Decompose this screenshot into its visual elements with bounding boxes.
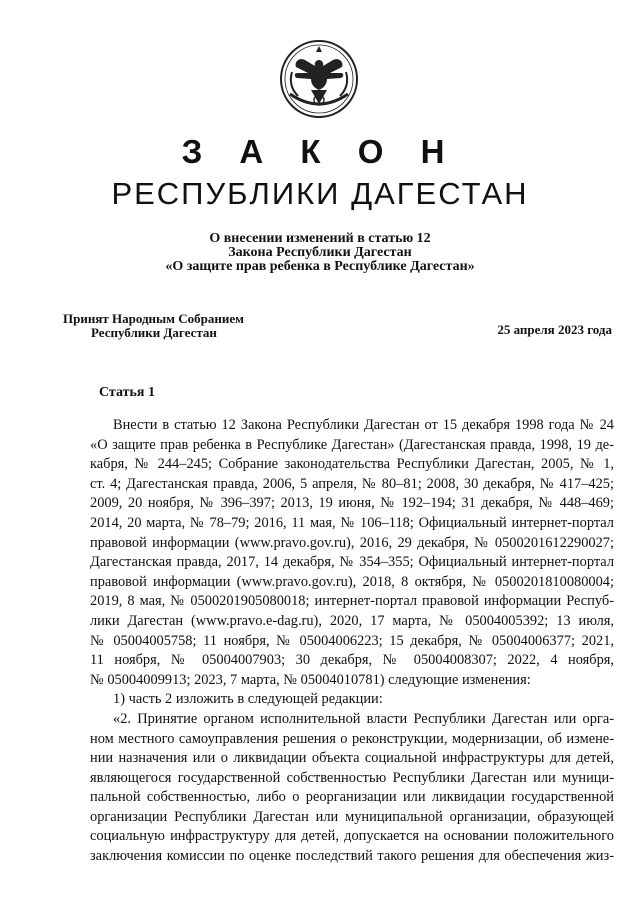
dagestan-coat-of-arms-icon <box>278 38 360 120</box>
text-line: 11 ноября, № 05004007903; 30 декабря, № 05004008307; 2022, 4 ноября, <box>90 652 614 669</box>
text-line: кабря, № 244–245; Собрание законодательства Республики Дагестан, 2005, № 1, <box>90 456 614 473</box>
text-line: «2. Принятие органом исполнительной власти Республики Дагестан или орга- <box>113 710 614 727</box>
article-body <box>90 416 614 867</box>
document-subtitle-republic: РЕСПУБЛИКИ ДАГЕСТАН <box>111 176 529 211</box>
text-line: правовой информации (www.pravo.gov.ru), 2018, 8 октября, № 0500201810080004; <box>90 573 614 590</box>
text-line: правовой информации (www.pravo.gov.ru), 2016, 29 декабря, № 0500201612290027; <box>90 534 614 551</box>
text-line: 2009, 20 ноября, № 396–397; 2013, 19 июня, № 192–194; 31 декабря, № 448–469; <box>90 495 614 512</box>
text-line: Дагестанская правда, 2017, 14 декабря, № 354–355; Официальный интернет-портал <box>90 554 614 571</box>
law-subject-line: «О защите прав ребенка в Республике Дагестан» <box>165 259 475 274</box>
text-line: лики Дагестан (www.pravo.e-dag.ru), 2020, 17 марта, № 05004005392; 13 июля, <box>90 612 614 629</box>
adoption-date: 25 апреля 2023 года <box>497 322 612 337</box>
text-line: нии назначения или о ликвидации объекта социальной инфраструктуры для детей, <box>90 750 614 767</box>
text-line: пальной собственностью, либо о реорганизации или ликвидации государственной <box>90 789 614 806</box>
text-line: Внести в статью 12 Закона Республики Дагестан от 15 декабря 1998 года № 24 <box>113 417 614 433</box>
text-line: № 05004009913; 2023, 7 марта, № 05004010781) следующие изменения: <box>90 671 531 688</box>
text-line: социальную инфраструктуру для детей, допускается на основании положительного <box>90 828 614 845</box>
text-line: «О защите прав ребенка в Республике Дагестан» (Дагестанская правда, 1998, 19 де- <box>90 436 614 453</box>
law-subject-line: Закона Республики Дагестан <box>228 245 412 260</box>
text-line: 1) часть 2 изложить в следующей редакции: <box>113 691 383 708</box>
text-line: № 05004005758; 11 ноября, № 05004006223; 15 декабря, № 05004006377; 2021, <box>90 632 614 649</box>
text-line: 2014, 20 марта, № 78–79; 2016, 11 мая, № 106–118; Официальный интернет-портал <box>90 514 614 531</box>
text-line: являющегося государственной собственностью Республики Дагестан или муници- <box>90 769 614 786</box>
text-line: ном местного самоуправления решения о реконструкции, модернизации, об измене- <box>90 730 614 747</box>
article-heading: Статья 1 <box>99 385 155 400</box>
law-subject-line: О внесении изменений в статью 12 <box>209 231 431 246</box>
adopted-by-line: Республики Дагестан <box>91 325 217 340</box>
text-line: ст. 4; Дагестанская правда, 2006, 5 апреля, № 80–81; 2008, 30 декабря, № 417–425; <box>90 475 614 492</box>
document-title: З А К О Н <box>181 133 459 170</box>
text-line: 2019, 8 мая, № 0500201905080018; интернет-портал правовой информации Респуб- <box>90 593 614 610</box>
adopted-by <box>63 312 244 340</box>
law-subject <box>0 232 640 274</box>
text-line: организации Республики Дагестан или муниципальной организации, образующей <box>90 808 614 825</box>
text-line: заключения комиссии по оценке последствий такого решения для обеспечения жиз- <box>90 848 614 865</box>
adopted-by-line: Принят Народным Собранием <box>63 311 245 326</box>
